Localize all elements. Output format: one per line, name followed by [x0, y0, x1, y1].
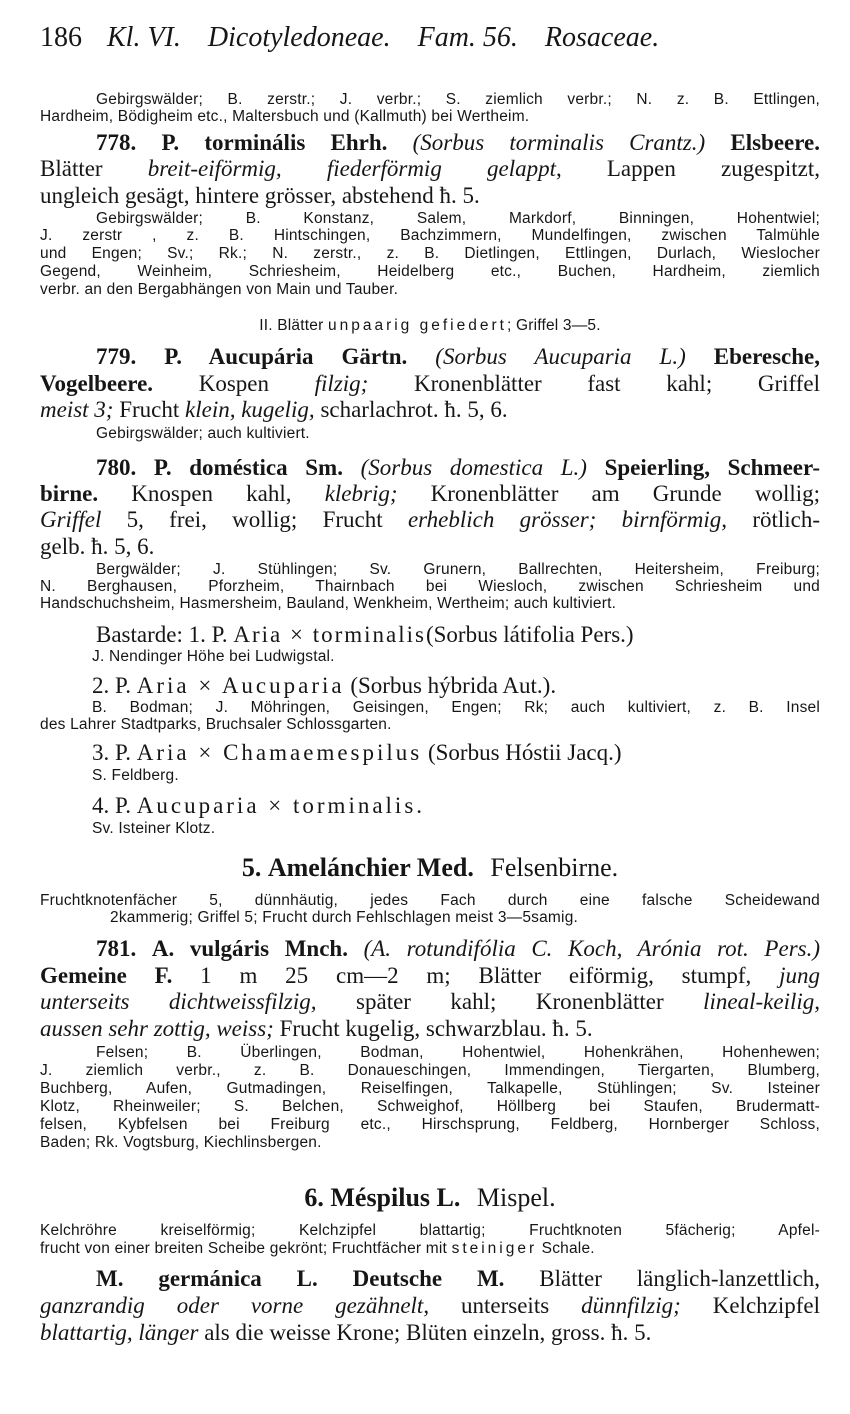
text-span: (Sorbus Hóstii Jacq.): [427, 740, 622, 765]
genus-number: 6.: [304, 1183, 324, 1212]
text-line: Klotz, Rheinweiler; S. Belchen, Schweighof, Höllberg bei Staufen, Brudermatt-: [40, 1098, 820, 1115]
text-line: J. Nendinger Höhe bei Ludwigstal.: [92, 648, 335, 665]
text-span: steiniger: [451, 1240, 538, 1257]
species-germanica-line1: [40, 1267, 820, 1290]
text-line: Hardheim, Bödigheim etc., Maltersbuch und (Kallmuth) bei Wertheim.: [40, 108, 530, 125]
text-line: gelb. ħ. 5, 6.: [40, 534, 155, 559]
species-name: A. vulgáris Mnch.: [151, 936, 348, 961]
text-span: Kospen: [198, 371, 269, 396]
genus-name: Amelánchier Med.: [267, 853, 474, 882]
text-span: blattartig, länger: [40, 1320, 199, 1345]
text-line: Gebirgswälder; B. Konstanz, Salem, Markdorf, Binningen, Hohentwiel;: [96, 210, 820, 227]
text-span: Kronenblätter fast kahl; Griffel: [413, 371, 821, 396]
text-line: Gebirgswälder; auch kultiviert.: [96, 425, 310, 442]
text-line: und Engen; Sv.; Rk.; N. zerstr., z. B. Dietlingen, Ettlingen, Durlach, Wieslocher: [40, 245, 820, 262]
species-number: 779.: [96, 344, 137, 369]
species-number: 780.: [96, 455, 137, 480]
text-line: Felsen; B. Überlingen, Bodman, Hohentwiel, Hohenkrähen, Hohenhewen;: [96, 1044, 820, 1061]
text-line: J. zerstr , z. B. Hintschingen, Bachzimmern, Mundelfingen, zwischen Talmühle: [40, 227, 820, 244]
genus-number: 5.: [241, 853, 262, 882]
species-779-line3: [40, 398, 820, 421]
text-span: Schale.: [541, 1240, 595, 1257]
header-class: Kl. VI.: [107, 22, 181, 53]
common-name: Speierling, Schmeer-: [604, 455, 821, 480]
text-span: , unterseits: [423, 1293, 550, 1318]
common-name: birne.: [40, 481, 99, 506]
species-781-line4: [40, 1017, 820, 1040]
species-778-line2: [40, 157, 820, 180]
text-span: 2. P.: [92, 673, 131, 698]
text-line: 2kammerig; Griffel 5; Frucht durch Fehlschlagen meist 3—5samig.: [110, 909, 579, 926]
synonym: (Sorbus torminalis Crantz.): [412, 130, 706, 155]
text-span: Kelchzipfel: [712, 1293, 821, 1318]
text-span: klein, kugelig,: [185, 397, 315, 422]
text-span: ; Griffel 3—5.: [506, 317, 601, 334]
species-name: P. torminális Ehrh.: [161, 130, 388, 155]
species-germanica-line3: [40, 1321, 820, 1344]
species-780-line1: [40, 456, 820, 479]
text-span: Blätter länglich-lanzettlich,: [539, 1266, 821, 1291]
text-line: S. Feldberg.: [92, 767, 179, 784]
hybrid-1-heading: [40, 623, 820, 646]
species-number: 781.: [96, 936, 137, 961]
hybrid-3-heading: [40, 741, 820, 764]
species-name: P. doméstica Sm.: [153, 455, 343, 480]
header-division: Dicotyledoneae.: [207, 22, 391, 53]
genus-6-heading: [40, 1185, 820, 1211]
common-name: Gemeine F.: [40, 963, 173, 988]
species-781-line3: [40, 990, 820, 1013]
text-line: verbr. an den Bergabhängen von Main und Tauber.: [40, 281, 399, 298]
text-span: Aucuparia × torminalis.: [136, 793, 426, 818]
text-span: erheblich grösser; birnförmig,: [407, 507, 728, 532]
synonym: (Sorbus Aucuparia L.): [435, 344, 686, 369]
text-line: Buchberg, Aufen, Gutmadingen, Reiselfingen, Talkapelle, Stühlingen; Sv. Isteiner: [40, 1080, 820, 1097]
species-779-line2: [40, 372, 820, 395]
text-span: dünnfilzig;: [581, 1293, 681, 1318]
text-span: Griffel: [40, 507, 102, 532]
genus-common-name: Felsenbirne.: [490, 853, 619, 882]
species-780-line2: [40, 482, 820, 505]
page-number: 186: [40, 22, 82, 53]
species-779-line1: [40, 345, 820, 368]
text-line: felsen, Kybfelsen bei Freiburg etc., Hirschsprung, Feldberg, Hornberger Schloss,: [40, 1116, 820, 1133]
text-span: jung: [779, 963, 820, 988]
genus-6-desc-line2: [40, 1241, 820, 1257]
text-span: filzig;: [314, 371, 369, 396]
text-span: Frucht kugelig, schwarzblau. ħ. 5.: [279, 1016, 593, 1041]
text-span: aussen sehr zottig, weiss;: [40, 1016, 274, 1041]
text-span: frucht von einer breiten Scheibe gekrönt; Fruchtfächer mit: [40, 1240, 448, 1257]
text-span: breit-eiförmig, fiederförmig gelappt: [147, 156, 556, 181]
text-line: Bergwälder; J. Stühlingen; Sv. Grunern, Ballrechten, Heitersheim, Freiburg;: [96, 561, 820, 578]
species-number: 778.: [96, 130, 137, 155]
text-span: scharlachrot. ħ. 5, 6.: [320, 397, 508, 422]
text-line: Gegend, Weinheim, Schriesheim, Heidelberg etc., Buchen, Hardheim, ziemlich: [40, 263, 820, 280]
synonym: (Sorbus domestica L.): [360, 455, 587, 480]
text-span: (Sorbus hýbrida Aut.).: [350, 673, 557, 698]
species-name: P. Aucupária Gärtn.: [164, 344, 408, 369]
text-span: unterseits dichtweissfilzig,: [40, 989, 317, 1014]
hybrid-4-heading: [40, 794, 820, 817]
species-780-line3: [40, 508, 820, 531]
species-781-line2: [40, 964, 820, 987]
text-span: lineal-keilig,: [703, 989, 821, 1014]
text-line: J. ziemlich verbr., z. B. Donaueschingen, Immendingen, Tiergarten, Blumberg,: [40, 1062, 820, 1079]
hybrid-2-heading: [40, 674, 820, 697]
header-family-name: Rosaceae.: [544, 22, 660, 53]
text-line: Kelchröhre kreiselförmig; Kelchzipfel blattartig; Fruchtknoten 5fächerig; Apfel-: [40, 1222, 820, 1239]
text-span: (Sorbus látifolia Pers.): [425, 622, 634, 647]
subsection-heading: [40, 318, 820, 334]
species-781-line1: [40, 937, 820, 960]
common-name: Eberesche,: [713, 344, 821, 369]
text-span: 4. P.: [92, 793, 131, 818]
text-span: Aria × Aucuparia: [136, 673, 345, 698]
text-span: klebrig;: [324, 481, 398, 506]
common-name: Deutsche M.: [352, 1266, 505, 1291]
text-line: N. Berghausen, Pforzheim, Thairnbach bei Wiesloch, zwischen Schriesheim und: [40, 578, 820, 595]
text-line: Handschuchsheim, Hasmersheim, Bauland, Wenkheim, Wertheim; auch kultiviert.: [40, 595, 617, 612]
text-span: ganzrandig oder vorne gezähnelt: [40, 1293, 424, 1318]
species-name: M. germánica L.: [96, 1266, 318, 1291]
genus-name: Méspilus L.: [330, 1183, 461, 1212]
text-span: Aria × Chamaemespilus: [136, 740, 423, 765]
text-span: Knospen kahl,: [131, 481, 292, 506]
text-line: ungleich gesägt, hintere grösser, abstehend ħ. 5.: [40, 183, 480, 208]
text-line: B. Bodman; J. Möhringen, Geisingen, Engen; Rk; auch kultiviert, z. B. Insel: [92, 699, 820, 716]
text-line: Sv. Isteiner Klotz.: [92, 820, 216, 837]
text-span: rötlich-: [752, 507, 821, 532]
species-germanica-line2: [40, 1294, 820, 1317]
text-line: Baden; Rk. Vogtsburg, Kiechlinsbergen.: [40, 1134, 322, 1151]
text-span: Aria × torminalis: [233, 622, 426, 647]
genus-common-name: Mispel.: [476, 1183, 556, 1212]
text-line: des Lahrer Stadtparks, Bruchsaler Schlossgarten.: [40, 716, 392, 733]
text-span: 3. P.: [92, 740, 131, 765]
text-span: , Lappen zugespitzt,: [555, 156, 820, 181]
text-span: II. Blätter: [259, 317, 324, 334]
text-span: Bastarde: 1. P.: [96, 622, 228, 647]
text-span: 1 m 25 cm—2 m; Blätter eiförmig, stumpf,: [200, 963, 752, 988]
species-778-line1: [40, 131, 820, 154]
genus-5-heading: [40, 855, 820, 881]
text-span: Blätter: [40, 156, 103, 181]
common-name: Elsbeere.: [730, 130, 821, 155]
text-span: meist 3;: [40, 397, 114, 422]
text-span: Kronenblätter am Grunde wollig;: [430, 481, 821, 506]
text-span: unpaarig gefiedert: [327, 317, 507, 334]
synonym: (A. rotundifólia C. Koch, Arónia rot. Pers.): [363, 936, 821, 961]
text-span: als die weisse Krone; Blüten einzeln, gross. ħ. 5.: [204, 1320, 652, 1345]
text-span: 5, frei, wollig; Frucht: [126, 507, 383, 532]
text-span: später kahl; Kronenblätter: [356, 989, 664, 1014]
header-family-label: Fam. 56.: [417, 22, 518, 53]
text-line: Fruchtknotenfächer 5, dünnhäutig, jedes Fach durch eine falsche Scheidewand: [40, 892, 820, 909]
text-span: Frucht: [119, 397, 180, 422]
common-name: Vogelbeere.: [40, 371, 154, 396]
text-line: Gebirgswälder; B. zerstr.; J. verbr.; S. ziemlich verbr.; N. z. B. Ettlingen,: [96, 91, 820, 108]
page-header: [40, 24, 820, 52]
